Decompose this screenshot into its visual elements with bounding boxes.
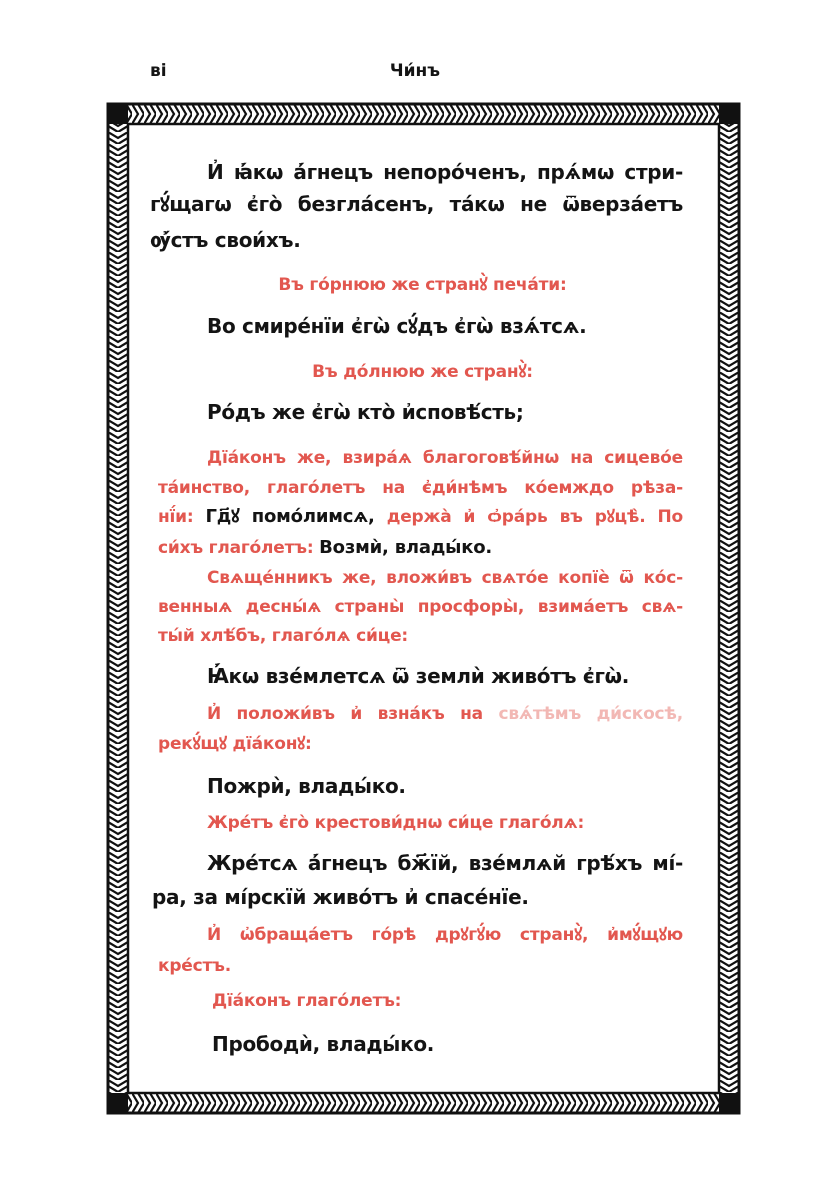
verse-life-taken: Ꙗ҆́кѡ взе́млетсѧ ѿ землѝ живо́тъ є҆гѡ̀. (207, 664, 630, 688)
page-title: Чи́нъ (389, 61, 441, 81)
rubric-deacon-says: Дїа́конъ глаго́летъ: (212, 991, 402, 1011)
corner-tr (719, 104, 739, 124)
rubric-deacon-line-4 (158, 537, 492, 559)
spoken-segment: Гд҃ꙋ помо́лимсѧ, (205, 506, 375, 527)
rubric-segment: И҆ положи́въ и҆ взна́къ на (207, 704, 499, 724)
rubric-priest-line-3: ты́й хлѣ́бъ, глаго́лѧ си́це: (158, 626, 409, 646)
rubric-segment: нї́и: (158, 507, 206, 527)
verse-generation: Ро́дъ же є҆гѡ̀ кто̀ и҆сповѣ́сть; (207, 400, 524, 424)
rubric-priest-line-1: Свѧще́нникъ же, вложи́въ свѧто́е копїѐ ѿ ко́с- (207, 568, 683, 588)
border-band-left (108, 124, 128, 1093)
faded-rubric-segment: свѧ́тѣмъ ди́скосѣ, (498, 704, 683, 724)
rubric-sacrifices: Жре́тъ є҆го̀ крестови́днѡ си́це глаго́лѧ: (207, 813, 585, 833)
rubric-lower-side: Въ до́лнюю же странꙋ̀: (312, 362, 533, 382)
corner-tl (108, 104, 128, 124)
verse-sacrifice-bid: Пожрѝ, влады́ко. (207, 774, 406, 798)
rubric-turns-line-2: кре́стъ. (158, 956, 231, 976)
rubric-priest-line-2: венныѧ десны́ѧ страны̀ просфоры̀, взима́етъ свѧ- (158, 597, 683, 617)
corner-br (719, 1093, 739, 1113)
rubric-turns-line-1: И҆ ѡ҆браща́етъ го́рѣ дрꙋгꙋ́ю странꙋ̀, и҆мꙋ́щꙋю (207, 925, 683, 945)
verse-lamb-line-3: ѹ҆́стъ свои́хъ. (150, 228, 301, 252)
verse-pierce-bid: Прободѝ, влады́ко. (212, 1032, 435, 1056)
border-band-bottom (108, 1093, 739, 1113)
rubric-segment: си́хъ глаго́летъ: (158, 538, 320, 558)
page-number: ві (150, 61, 167, 81)
rubric-deacon-line-3 (158, 506, 683, 528)
spoken-segment: Возмѝ, влады́ко. (319, 537, 493, 558)
rubric-placing-line-2: рекꙋ́щꙋ дїа́конꙋ: (158, 734, 312, 754)
verse-sacrificed-line-2: ра, за мі́рскїй живо́тъ и҆ спасе́нїе. (152, 885, 529, 909)
rubric-deacon-line-2: та́инство, глаго́летъ на є҆ди́нѣмъ ко́емждо рѣза- (158, 478, 683, 498)
verse-sacrificed-line-1: Жре́тсѧ а҆́гнецъ бж҃їй, взе́млѧй грѣ́хъ мі́- (207, 851, 683, 875)
rubric-placing-line-1 (207, 703, 683, 725)
rubric-segment: держа̀ и҆ ѻ҆ра́рь въ рꙋцѣ̀. По (374, 507, 684, 527)
border-band-right (719, 124, 739, 1093)
border-band-top (108, 104, 739, 124)
verse-lamb-line-2: гꙋ́щагѡ є҆го̀ безгла́сенъ, та́кѡ не ѿверза́етъ (150, 192, 683, 216)
verse-humility: Во смире́нїи є҆гѡ̀ сꙋ́дъ є҆гѡ̀ взѧ́тсѧ. (207, 314, 587, 338)
corner-bl (108, 1093, 128, 1113)
rubric-deacon-line-1: Дїа́конъ же, взира́ѧ благоговѣ́йнѡ на сицево́е (207, 448, 683, 468)
verse-lamb-line-1: И҆ ꙗ҆́кѡ а҆́гнецъ непоро́ченъ, прѧ́мѡ стри- (207, 160, 683, 184)
rubric-upper-side: Въ го́рнюю же странꙋ̀ печа́ти: (278, 275, 567, 295)
